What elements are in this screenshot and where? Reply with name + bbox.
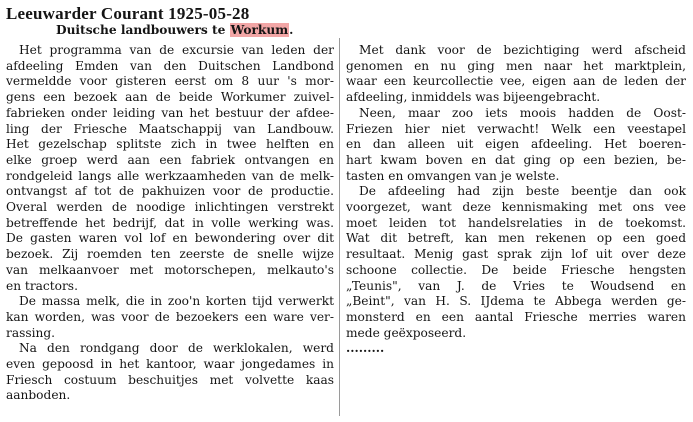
text-line: genomen en nu ging men naar het marktplein, — [346, 58, 686, 73]
headline-prefix: Duitsche landbouwers te — [56, 23, 230, 37]
text-line: vermeldde voor gisteren eerst om 8 uur 's mor- — [6, 74, 334, 89]
text-line: rondgeleid langs alle werkzaamheden van de melk- — [6, 168, 334, 183]
text-line: en dan alleen uit eigen afdeeling. Het boeren- — [346, 137, 686, 152]
headline-suffix: . — [289, 23, 294, 37]
text-line: gens een bezoek aan de beide Workumer zuivel- — [6, 90, 334, 105]
ellipsis-line: ......... — [346, 341, 385, 356]
text-line: Friezen hier niet verwacht! Welk een veestapel — [346, 121, 686, 136]
text-line: bezoek. Zij roemden ten zeerste de snelle wijze — [6, 247, 334, 262]
text-line: Neen, maar zoo iets moois hadden de Oost- — [359, 105, 686, 120]
text-line: elke groep werd aan een fabriek ontvangen en — [6, 152, 334, 167]
text-line: Na den rondgang door de werklokalen, werd — [19, 341, 334, 356]
text-line: Overal werden de noodige inlichtingen verstrekt — [6, 200, 334, 215]
text-line: afdeeling, inmiddels was bijeengebracht. — [346, 90, 601, 105]
text-line: tasten en omvangen van je welste. — [346, 168, 560, 183]
text-line: De afdeeling had zijn beste beentje dan ook — [359, 184, 686, 199]
text-line: De massa melk, die in zoo'n korten tijd verwerkt — [19, 294, 334, 309]
text-line: Met dank voor de bezichtiging werd afscheid — [359, 43, 686, 57]
text-line: voorgezet, want deze kennismaking met ons vee — [346, 200, 686, 215]
text-line: monsterd en een aantal Friesche merries waren — [346, 309, 686, 324]
text-line: ontvangst af tot de pakhuizen voor de productie. — [6, 184, 334, 199]
column-divider — [339, 38, 340, 416]
article-headline — [56, 23, 293, 37]
text-line: resultaat. Menig gast sprak zijn lof uit over deze — [346, 247, 686, 262]
text-line: even gepoosd in het kantoor, waar jongedames in — [6, 357, 334, 372]
text-line: Het programma van de excursie van leden der — [19, 43, 334, 57]
text-line: De gasten waren vol lof en bewondering over dit — [6, 231, 334, 246]
newspaper-masthead: Leeuwarder Courant 1925-05-28 — [6, 4, 250, 23]
text-line: rassing. — [6, 325, 56, 340]
text-line: ling der Friesche Maatschappij van Landbouw. — [6, 121, 334, 136]
text-line: „Beint", van H. S. IJdema te Abbega werden ge- — [346, 294, 686, 309]
text-line: Friesch costuum beschuitjes met volvette kaas — [6, 372, 334, 387]
article-column-right — [346, 43, 686, 357]
text-line: waar een keurcollectie vee, eigen aan de leden der — [346, 74, 686, 89]
text-line: Wat dit betreft, kan men rekenen op een goed — [346, 231, 686, 246]
text-line: Het gezelschap splitste zich in twee helften en — [6, 137, 334, 152]
text-line: hart kwam boven en dat ging op een bezien, be- — [346, 152, 686, 167]
text-line: en tractors. — [6, 278, 78, 293]
text-line: „Teunis", van J. de Vries te Woudsend en — [346, 278, 686, 293]
text-line: fabrieken onder leiding van het bestuur der afdee- — [6, 105, 334, 120]
text-line: afdeeling Emden van den Duitschen Landbond — [6, 58, 334, 73]
text-line: kan worden, was voor de bezoekers een ware ver- — [6, 309, 334, 324]
text-line: moet leiden tot handelsrelaties in de toekomst. — [346, 215, 686, 230]
text-line: van melkaanvoer met motorschepen, melkauto's — [6, 262, 334, 277]
text-line: mede geëxposeerd. — [346, 325, 467, 340]
text-line: betreffende het bedrijf, dat in volle werking was. — [6, 215, 334, 230]
article-column-left — [6, 43, 334, 404]
text-line: schoone collectie. De beide Friesche hengsten — [346, 262, 686, 277]
text-line: aanboden. — [6, 388, 71, 403]
headline-highlighted-word: Workum — [230, 23, 289, 37]
